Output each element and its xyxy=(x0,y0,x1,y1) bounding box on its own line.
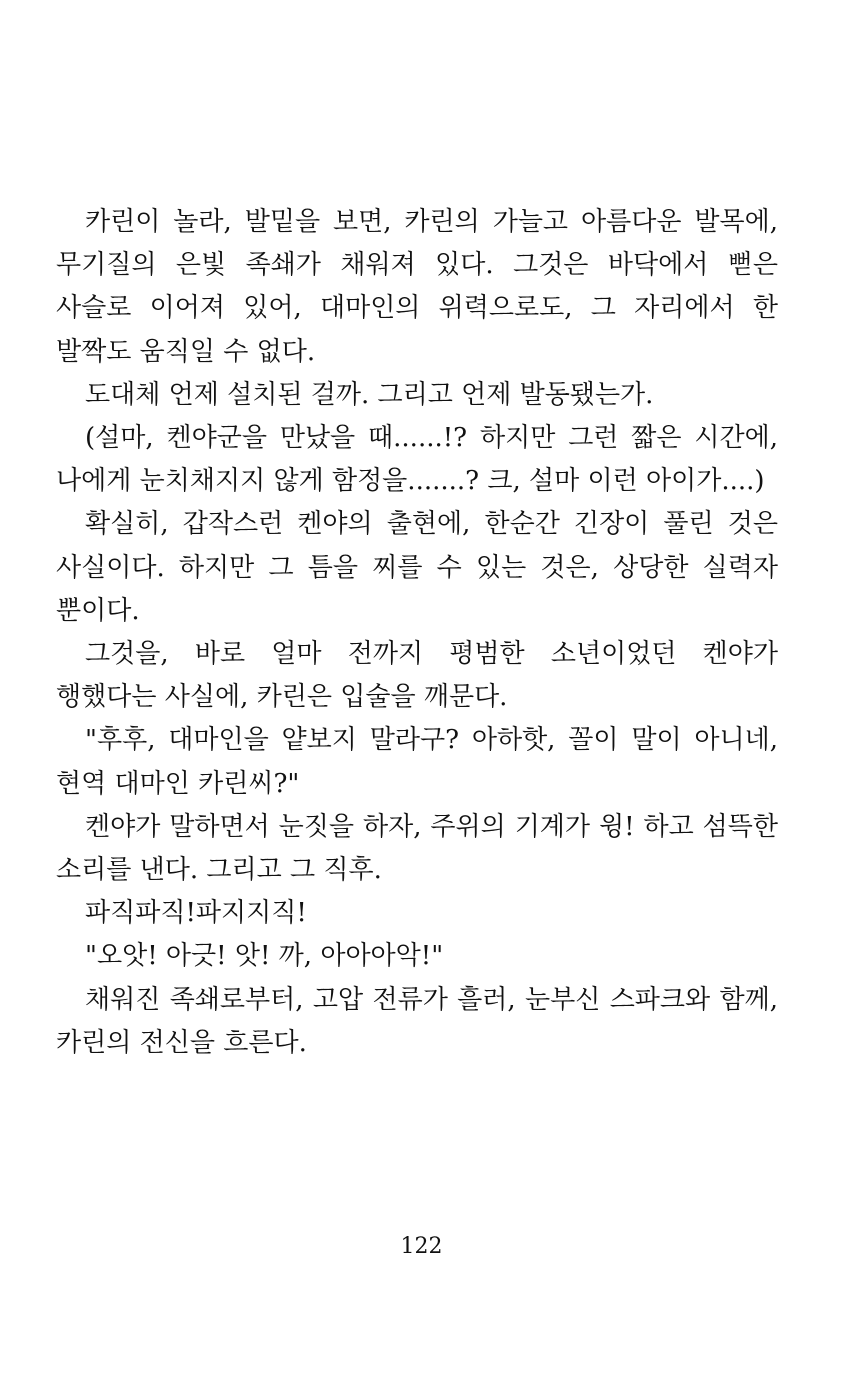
paragraph-8: 파직파직!파지지직! xyxy=(85,898,307,929)
paragraph-3: (설마, 켄야군을 만났을 때......!? 하지만 그런 짧은 시간에, 나에게 눈치채지지 않게 함정을.......? 크, 설마 이런 아이가....) xyxy=(56,423,778,497)
body-text xyxy=(56,201,778,1065)
paragraph-9: "오앗! 아긋! 앗! 까, 아아아악!" xyxy=(85,941,444,972)
paragraph-7: 켄야가 말하면서 눈짓을 하자, 주위의 기계가 윙! 하고 섬뜩한 소리를 낸다. 그리고 그 직후. xyxy=(56,811,778,886)
paragraph-5: 그것을, 바로 얼마 전까지 평범한 소년이었던 켄야가 행했다는 사실에, 카린은 입술을 깨문다. xyxy=(56,639,778,713)
paragraph-4: 확실히, 갑작스런 켄야의 출현에, 한순간 긴장이 풀린 것은 사실이다. 하지만 그 틈을 찌를 수 있는 것은, 상당한 실력자 뿐이다. xyxy=(56,509,778,626)
paragraph-2: 도대체 언제 설치된 걸까. 그리고 언제 발동됐는가. xyxy=(85,379,654,410)
page-number: 122 xyxy=(400,1234,443,1259)
paragraph-10: 채워진 족쇄로부터, 고압 전류가 흘러, 눈부신 스파크와 함께, 카린의 전신을 흐른다. xyxy=(56,984,778,1058)
paragraph-1: 카린이 놀라, 발밑을 보면, 카린의 가늘고 아름다운 발목에, 무기질의 은빛 족쇄가 채워져 있다. 그것은 바닥에서 뻗은 사슬로 이어져 있어, 대마인의 위력으로도, 그 자리에서 한 발짝도 움직일 수 없다. xyxy=(56,207,778,367)
paragraph-6: "후후, 대마인을 얕보지 말라구? 아하핫, 꼴이 말이 아니네, 현역 대마인 카린씨?" xyxy=(56,725,778,799)
